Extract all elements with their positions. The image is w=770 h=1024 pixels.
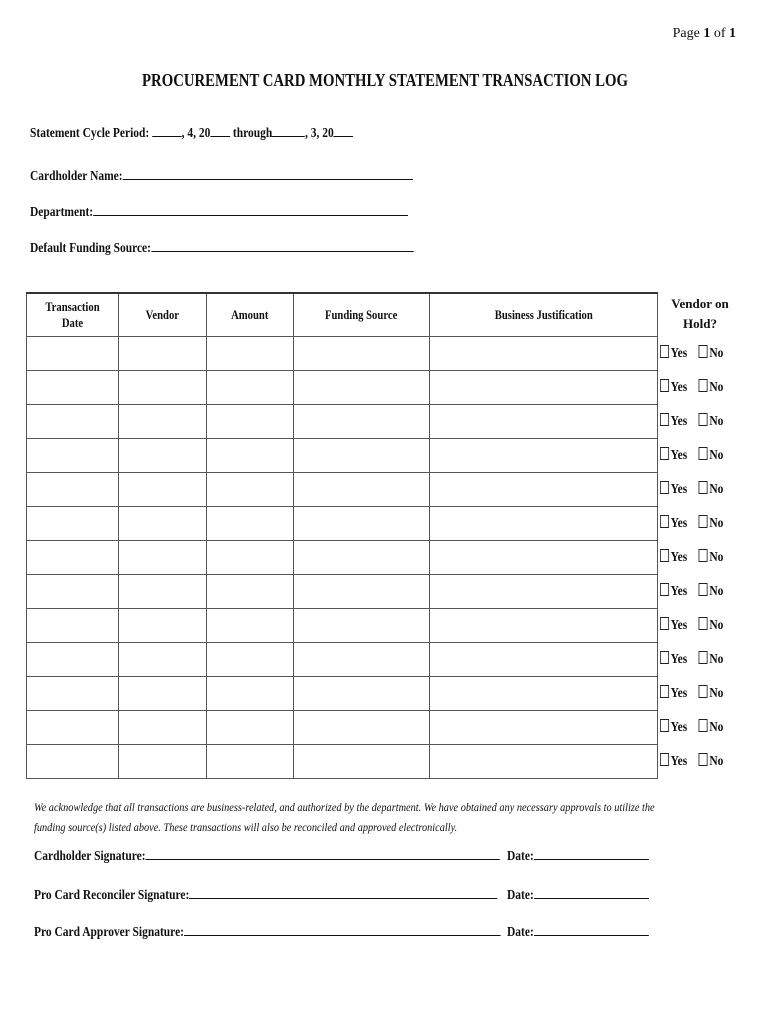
document-title: PROCUREMENT CARD MONTHLY STATEMENT TRANSACTION LOG [142, 70, 628, 90]
vendor-cell[interactable] [119, 541, 207, 575]
business-justification-cell[interactable] [430, 507, 658, 541]
vendor-cell[interactable] [119, 473, 207, 507]
vendor-cell[interactable] [119, 677, 207, 711]
checkbox-icon [699, 515, 708, 528]
vendor-cell[interactable] [119, 405, 207, 439]
no-checkbox[interactable]: No [699, 414, 724, 429]
funding-source-cell[interactable] [294, 711, 430, 745]
vendor-cell[interactable] [119, 337, 207, 371]
yes-checkbox[interactable]: Yes [660, 448, 687, 463]
vendor-hold-options [660, 447, 737, 464]
table-row [27, 643, 658, 677]
checkbox-icon [660, 753, 669, 766]
table-row [27, 371, 658, 405]
table-row [27, 405, 658, 439]
cycle-start-year-blank[interactable] [210, 124, 230, 137]
checkbox-icon [660, 685, 669, 698]
transaction-date-cell[interactable] [27, 609, 119, 643]
amount-cell[interactable] [207, 405, 294, 439]
vendor-hold-options [660, 651, 737, 668]
no-checkbox[interactable]: No [699, 550, 724, 565]
reconciler-date-blank[interactable] [534, 886, 649, 899]
checkbox-icon [699, 617, 708, 630]
funding-source-cell[interactable] [294, 745, 430, 779]
transaction-date-cell[interactable] [27, 643, 119, 677]
no-checkbox[interactable]: No [699, 720, 724, 735]
table-row [27, 439, 658, 473]
default-funding-field [30, 239, 498, 257]
funding-source-cell[interactable] [294, 337, 430, 371]
checkbox-icon [699, 685, 708, 698]
transaction-date-cell[interactable] [27, 371, 119, 405]
reconciler-signature-blank[interactable] [189, 886, 497, 899]
col-transaction-date: Transaction Date [27, 293, 119, 337]
vendor-hold-options [660, 379, 737, 396]
amount-cell[interactable] [207, 337, 294, 371]
table-row [27, 507, 658, 541]
cardholder-date-blank[interactable] [534, 847, 649, 860]
vendor-cell[interactable] [119, 439, 207, 473]
statement-cycle-field [30, 124, 424, 142]
transaction-date-cell[interactable] [27, 473, 119, 507]
checkbox-icon [660, 447, 669, 460]
approver-date-blank[interactable] [534, 923, 649, 936]
cycle-end-year-blank[interactable] [334, 124, 354, 137]
yes-checkbox[interactable]: Yes [660, 550, 687, 565]
business-justification-cell[interactable] [430, 439, 658, 473]
funding-source-cell[interactable] [294, 371, 430, 405]
statement-cycle-label: Statement Cycle Period: [30, 126, 150, 141]
yes-checkbox[interactable]: Yes [660, 720, 687, 735]
amount-cell[interactable] [207, 507, 294, 541]
funding-source-cell[interactable] [294, 643, 430, 677]
department-blank[interactable] [93, 203, 408, 216]
table-row [27, 609, 658, 643]
amount-cell[interactable] [207, 439, 294, 473]
approver-signature-blank[interactable] [184, 923, 501, 936]
table-row [27, 541, 658, 575]
vendor-hold-options [660, 515, 737, 532]
department-field [30, 203, 491, 221]
business-justification-cell[interactable] [430, 677, 658, 711]
funding-source-cell[interactable] [294, 575, 430, 609]
cycle-through-label: through [232, 126, 273, 141]
vendor-cell[interactable] [119, 643, 207, 677]
reconciler-signature-field: Pro Card Reconciler Signature: [34, 886, 599, 904]
amount-cell[interactable] [207, 609, 294, 643]
business-justification-cell[interactable] [430, 405, 658, 439]
transaction-date-cell[interactable] [27, 405, 119, 439]
acknowledgement-text: We acknowledge that all transactions are business-related, and authorized by the department. We have obtained any necessary approvals to utilize the funding source(s) listed above. These transactions will also be reconciled and approved electronically. [34, 800, 655, 834]
yes-checkbox[interactable]: Yes [660, 482, 687, 497]
vendor-hold-options [660, 481, 737, 498]
no-checkbox[interactable]: No [699, 754, 724, 769]
yes-checkbox[interactable]: Yes [660, 346, 687, 361]
business-justification-cell[interactable] [430, 473, 658, 507]
no-checkbox[interactable]: No [699, 584, 724, 599]
business-justification-cell[interactable] [430, 575, 658, 609]
checkbox-icon [660, 719, 669, 732]
transaction-date-cell[interactable] [27, 575, 119, 609]
checkbox-icon [660, 651, 669, 664]
funding-source-cell[interactable] [294, 473, 430, 507]
checkbox-icon [699, 719, 708, 732]
transaction-date-cell[interactable] [27, 337, 119, 371]
no-checkbox[interactable]: No [699, 448, 724, 463]
funding-source-cell[interactable] [294, 507, 430, 541]
no-checkbox[interactable]: No [699, 652, 724, 667]
checkbox-icon [699, 379, 708, 392]
checkbox-icon [699, 447, 708, 460]
business-justification-cell[interactable] [430, 643, 658, 677]
amount-cell[interactable] [207, 473, 294, 507]
vendor-hold-options [660, 583, 737, 600]
table-row [27, 575, 658, 609]
amount-cell[interactable] [207, 677, 294, 711]
table-row [27, 337, 658, 371]
yes-checkbox[interactable]: Yes [660, 414, 687, 429]
checkbox-icon [660, 549, 669, 562]
yes-checkbox[interactable]: Yes [660, 584, 687, 599]
yes-checkbox[interactable]: Yes [660, 618, 687, 633]
funding-source-cell[interactable] [294, 609, 430, 643]
amount-cell[interactable] [207, 541, 294, 575]
amount-cell[interactable] [207, 711, 294, 745]
yes-checkbox[interactable]: Yes [660, 380, 687, 395]
vendor-cell[interactable] [119, 507, 207, 541]
vendor-hold-options [660, 549, 737, 566]
amount-cell[interactable] [207, 745, 294, 779]
vendor-hold-options [660, 617, 737, 634]
amount-cell[interactable] [207, 643, 294, 677]
checkbox-icon [699, 583, 708, 596]
vendor-cell[interactable] [119, 371, 207, 405]
checkbox-icon [699, 345, 708, 358]
checkbox-icon [660, 379, 669, 392]
approver-date-field: Date: [507, 923, 680, 941]
page-number: Page 1 of 1 [672, 26, 736, 41]
business-justification-cell[interactable] [430, 711, 658, 745]
business-justification-cell[interactable] [430, 609, 658, 643]
checkbox-icon [660, 345, 669, 358]
vendor-hold-options [660, 753, 737, 770]
yes-checkbox[interactable]: Yes [660, 754, 687, 769]
col-funding-source: Funding Source [294, 293, 430, 337]
cardholder-signature-field: Cardholder Signature: [34, 847, 602, 865]
cardholder-name-label: Cardholder Name: [30, 169, 123, 184]
table-row [27, 473, 658, 507]
checkbox-icon [699, 753, 708, 766]
transaction-date-cell[interactable] [27, 541, 119, 575]
cardholder-name-field [30, 167, 497, 185]
checkbox-icon [660, 583, 669, 596]
cardholder-signature-blank[interactable] [146, 847, 500, 860]
table-row [27, 677, 658, 711]
vendor-hold-options [660, 413, 737, 430]
yes-checkbox[interactable]: Yes [660, 516, 687, 531]
no-checkbox[interactable]: No [699, 380, 724, 395]
funding-source-cell[interactable] [294, 439, 430, 473]
business-justification-cell[interactable] [430, 745, 658, 779]
funding-source-cell[interactable] [294, 677, 430, 711]
reconciler-date-field: Date: [507, 886, 680, 904]
checkbox-icon [699, 413, 708, 426]
approver-signature-field: Pro Card Approver Signature: [34, 923, 603, 941]
cardholder-date-field: Date: [507, 847, 680, 865]
no-checkbox[interactable]: No [699, 482, 724, 497]
department-label: Department: [30, 205, 94, 220]
vendor-hold-options [660, 345, 737, 362]
checkbox-icon [699, 481, 708, 494]
amount-cell[interactable] [207, 371, 294, 405]
business-justification-cell[interactable] [430, 337, 658, 371]
transaction-date-cell[interactable] [27, 711, 119, 745]
checkbox-icon [660, 481, 669, 494]
business-justification-cell[interactable] [430, 541, 658, 575]
vendor-cell[interactable] [119, 711, 207, 745]
transaction-date-cell[interactable] [27, 677, 119, 711]
cycle-end-month-blank[interactable] [272, 124, 305, 137]
transaction-table [26, 292, 658, 779]
no-checkbox[interactable]: No [699, 516, 724, 531]
vendor-hold-options [660, 685, 737, 702]
vendor-cell[interactable] [119, 609, 207, 643]
cycle-start-month-blank[interactable] [152, 124, 182, 137]
col-amount: Amount [207, 293, 294, 337]
no-checkbox[interactable]: No [699, 686, 724, 701]
funding-source-cell[interactable] [294, 541, 430, 575]
yes-checkbox[interactable]: Yes [660, 686, 687, 701]
table-row [27, 745, 658, 779]
vendor-cell[interactable] [119, 745, 207, 779]
col-business-justification: Business Justification [430, 293, 658, 337]
checkbox-icon [660, 617, 669, 630]
transaction-date-cell[interactable] [27, 745, 119, 779]
vendor-hold-options [660, 719, 737, 736]
cycle-start-suffix: , 4, 20 [181, 126, 211, 141]
amount-cell[interactable] [207, 575, 294, 609]
default-funding-blank[interactable] [151, 239, 413, 252]
col-vendor: Vendor [119, 293, 207, 337]
cycle-end-suffix: , 3, 20 [305, 126, 334, 141]
checkbox-icon [660, 413, 669, 426]
table-row [27, 711, 658, 745]
funding-source-cell[interactable] [294, 405, 430, 439]
no-checkbox[interactable]: No [699, 346, 724, 361]
yes-checkbox[interactable]: Yes [660, 652, 687, 667]
vendor-cell[interactable] [119, 575, 207, 609]
checkbox-icon [660, 515, 669, 528]
cardholder-name-blank[interactable] [123, 167, 413, 180]
transaction-date-cell[interactable] [27, 439, 119, 473]
checkbox-icon [699, 651, 708, 664]
checkbox-icon [699, 549, 708, 562]
table-header-row [27, 293, 658, 337]
vendor-on-hold-header: Vendor on Hold? [671, 296, 729, 331]
business-justification-cell[interactable] [430, 371, 658, 405]
no-checkbox[interactable]: No [699, 618, 724, 633]
default-funding-label: Default Funding Source: [30, 241, 151, 256]
transaction-date-cell[interactable] [27, 507, 119, 541]
